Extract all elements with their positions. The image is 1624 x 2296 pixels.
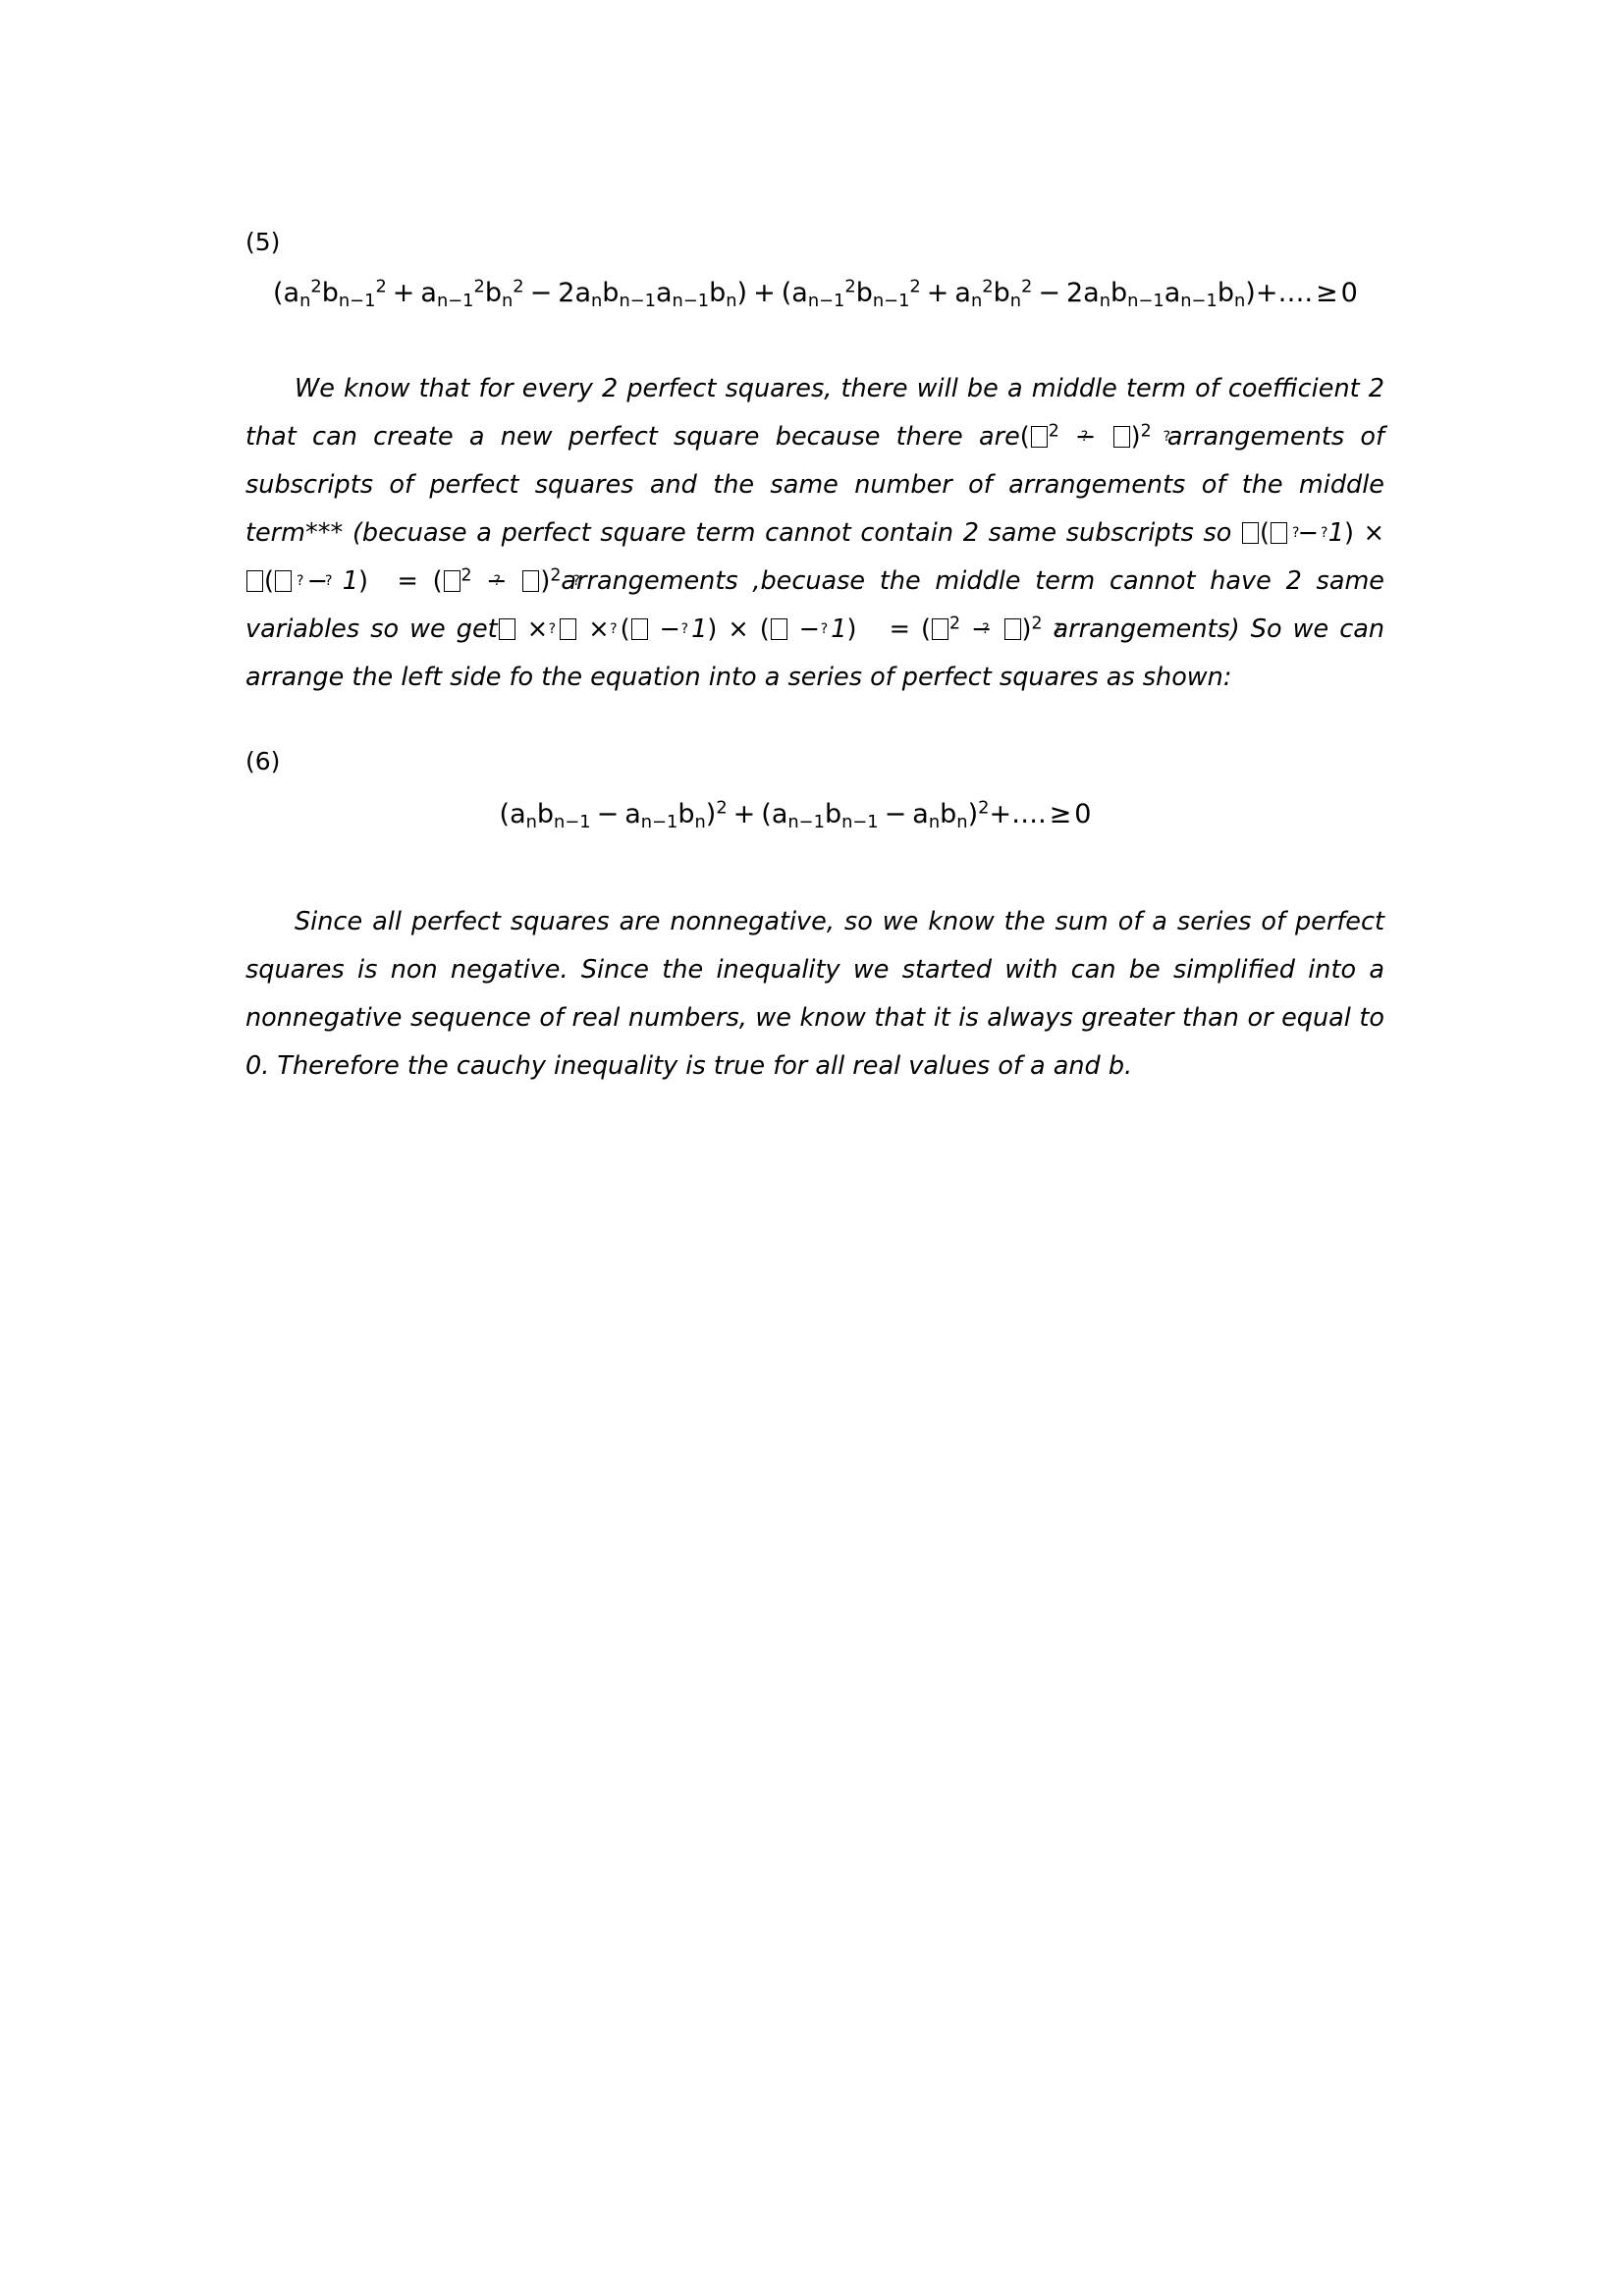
spacer-after-equation-6 <box>245 841 1384 898</box>
missing-glyph-icon <box>1004 618 1021 640</box>
eq6-term-b-n: b <box>677 799 695 829</box>
minus-sign-icon: − <box>486 566 508 596</box>
missing-glyph-icon <box>560 618 576 640</box>
eq6-minus-2: − <box>884 799 907 829</box>
eq5-term-a-nm1-2: a <box>656 278 673 308</box>
eq5-plus-1: + <box>392 278 415 308</box>
eq5-open-paren-1: ( <box>273 278 284 308</box>
numeral-one: 1 <box>831 614 847 644</box>
equals-sign-icon: = <box>889 614 910 644</box>
paragraph-1-segment-4: arrangements) So we can arrange the left side fo the equation into a series of perfect squares as shown: <box>245 614 1385 692</box>
paragraph-1-segment-1: We know that for every 2 perfect squares, there will be a middle term of coefficient 2 that can create a new perfect square because there are <box>245 374 1384 452</box>
eq5-sub-16: n <box>1233 290 1246 311</box>
exponent-two: 2 <box>948 614 961 634</box>
close-paren-icon: ) <box>540 566 551 596</box>
eq5-sub-11: n <box>970 290 983 311</box>
eq6-sub-4: n <box>694 811 706 832</box>
missing-glyph-icon <box>1271 522 1287 544</box>
equation-5 <box>245 267 1384 320</box>
eq5-coefficient-2: 2 <box>1065 278 1084 308</box>
eq5-sup-3: 2 <box>473 276 485 297</box>
eq6-plus-1: + <box>732 799 756 829</box>
eq5-sup-10: 2 <box>909 276 921 297</box>
eq6-relation-gte: ≥ <box>1049 799 1072 829</box>
eq6-sup-square-2: 2 <box>978 797 990 819</box>
eq5-term-a-nm1: a <box>420 278 437 308</box>
eq6-open-paren-1: ( <box>499 799 511 829</box>
eq5-term-a-n-2: a <box>574 278 591 308</box>
paragraph-1-segment-2: arrangements of subscripts of perfect squares and the same number of arrangements of the middle term*** (becuase a perfect square term cannot contain 2 same subscripts so <box>245 422 1384 548</box>
missing-glyph-icon <box>444 570 460 592</box>
minus-sign-icon: − <box>659 614 681 644</box>
close-paren-icon: ) <box>1130 422 1141 452</box>
eq5-close-paren-2: ) <box>1245 278 1256 308</box>
eq5-sub-1: n <box>299 290 311 311</box>
exponent-two: 2 <box>1048 421 1059 442</box>
eq5-sub-5: n <box>591 290 603 311</box>
eq5-sup-9: 2 <box>844 276 856 297</box>
eq6-sub-8: n <box>956 811 968 832</box>
eq6-sub-2: n−1 <box>554 811 591 832</box>
open-paren-icon: ( <box>432 566 443 596</box>
eq6-term-b-nm1: b <box>536 799 555 829</box>
eq5-sub-15: n−1 <box>1180 290 1218 311</box>
eq6-sub-5: n−1 <box>787 811 825 832</box>
times-sign-icon: × <box>728 614 749 644</box>
eq5-ellipsis: …. <box>1277 278 1314 308</box>
times-sign-icon: × <box>1363 518 1385 548</box>
eq5-term-b-nm1-3: b <box>855 278 873 308</box>
missing-glyph-icon <box>499 618 515 640</box>
eq5-coefficient-1: 2 <box>558 278 575 308</box>
missing-glyph-icon <box>932 618 948 640</box>
numeral-one: 1 <box>1327 518 1344 548</box>
spacer-after-equation-5 <box>245 320 1384 365</box>
eq6-term-a-n-2: a <box>912 799 929 829</box>
eq5-term-b-nm1-2: b <box>602 278 620 308</box>
eq5-minus-1: − <box>529 278 553 308</box>
eq5-sub-9: n−1 <box>807 290 845 311</box>
eq5-term-b-n-2: b <box>709 278 727 308</box>
exponent-two: 2 <box>1140 421 1152 442</box>
eq5-sub-6: n−1 <box>619 290 656 311</box>
eq5-sup-1: 2 <box>310 276 322 297</box>
open-paren-icon: ( <box>264 566 274 596</box>
eq5-open-paren-2: ( <box>781 278 792 308</box>
exponent-two: 2 <box>460 565 472 586</box>
missing-glyph-icon <box>1113 426 1130 448</box>
minus-sign-icon: − <box>798 614 821 644</box>
eq5-term-b-n: b <box>484 278 502 308</box>
eq5-sub-8: n <box>726 290 737 311</box>
eq6-minus-1: − <box>596 799 620 829</box>
eq5-sup-11: 2 <box>982 276 994 297</box>
eq6-sub-6: n−1 <box>841 811 879 832</box>
eq6-ellipsis: …. <box>1011 799 1047 829</box>
eq6-term-b-n-2: b <box>940 799 957 829</box>
eq5-term-a-n: a <box>283 278 300 308</box>
eq5-term-b-nm1: b <box>321 278 339 308</box>
equals-sign-icon: = <box>397 566 418 596</box>
eq5-term-b-nm1-4: b <box>1110 278 1128 308</box>
equation-label-5: (5) <box>245 228 281 256</box>
eq5-plus-2: + <box>753 278 776 308</box>
open-paren-icon: ( <box>759 614 770 644</box>
eq6-sub-1: n <box>525 811 537 832</box>
minus-sign-icon: − <box>1297 518 1320 548</box>
times-sign-icon: × <box>526 614 549 644</box>
missing-glyph-icon <box>1242 522 1259 544</box>
exponent-two: 2 <box>1031 614 1043 634</box>
minus-sign-icon: − <box>306 566 329 596</box>
eq5-term-a-n-3: a <box>954 278 971 308</box>
exponent-two: 2 <box>550 565 562 586</box>
missing-glyph-icon <box>771 618 787 640</box>
eq5-plus-3: + <box>926 278 949 308</box>
eq5-term-b-n-3: b <box>993 278 1010 308</box>
eq5-close-paren-1: ) <box>736 278 748 308</box>
paragraph-conclusion: Since all perfect squares are nonnegative, so we know the sum of a series of perfect squares is non negative. Since the inequality we started with can be simplified into a nonnegative sequence of real numbers, we know that it is always greater than or equal to 0. Therefore the cauchy inequality is true for all real values of a and b. <box>245 907 1384 1081</box>
eq6-open-paren-2: ( <box>761 799 772 829</box>
eq5-sub-13: n <box>1099 290 1111 311</box>
eq6-sup-square-1: 2 <box>716 797 728 819</box>
eq6-sub-7: n <box>928 811 941 832</box>
missing-glyph-icon <box>631 618 648 640</box>
missing-glyph-icon <box>522 570 539 592</box>
eq5-rhs-zero: 0 <box>1340 278 1358 308</box>
close-paren-icon: ) <box>846 614 857 644</box>
eq5-sub-3: n−1 <box>436 290 474 311</box>
eq5-sup-4: 2 <box>513 276 524 297</box>
eq6-close-paren-2: ) <box>967 799 979 829</box>
times-sign-icon: × <box>588 614 610 644</box>
missing-glyph-icon <box>246 570 263 592</box>
eq5-term-a-n-4: a <box>1083 278 1100 308</box>
numeral-one: 1 <box>342 566 359 596</box>
spacer-before-equation-6 <box>245 702 1384 745</box>
equation-label-6: (6) <box>245 747 281 775</box>
eq5-sub-14: n−1 <box>1127 290 1164 311</box>
eq6-tail-plus: + <box>989 799 1012 829</box>
open-paren-icon: ( <box>1019 422 1030 452</box>
open-paren-icon: ( <box>620 614 630 644</box>
open-paren-icon: ( <box>1260 518 1270 548</box>
close-paren-icon: ) <box>1021 614 1032 644</box>
eq5-tail-plus: + <box>1255 278 1278 308</box>
paragraph-1-segment-3: arrangements ,becuase the middle term cannot have 2 same variables so we get <box>245 566 1384 644</box>
eq5-term-a-nm1-3: a <box>791 278 808 308</box>
close-paren-icon: ) <box>707 614 718 644</box>
eq5-sub-10: n−1 <box>872 290 910 311</box>
close-paren-icon: ) <box>1344 518 1354 548</box>
eq5-sub-7: n−1 <box>672 290 710 311</box>
missing-glyph-icon <box>275 570 292 592</box>
eq5-sup-2: 2 <box>375 276 387 297</box>
minus-sign-icon: − <box>971 614 993 644</box>
eq5-sub-4: n <box>502 290 514 311</box>
equation-6 <box>245 788 1384 841</box>
eq6-term-a-n: a <box>510 799 526 829</box>
eq6-term-b-nm1-2: b <box>824 799 842 829</box>
eq5-sup-12: 2 <box>1021 276 1033 297</box>
inline-math-1 <box>1020 422 1152 452</box>
close-paren-icon: ) <box>358 566 368 596</box>
eq5-term-b-n-4: b <box>1217 278 1234 308</box>
eq6-rhs-zero: 0 <box>1074 799 1092 829</box>
eq6-term-a-nm1-2: a <box>771 799 788 829</box>
eq5-minus-2: − <box>1038 278 1060 308</box>
eq6-term-a-nm1: a <box>624 799 641 829</box>
eq6-sub-3: n−1 <box>640 811 678 832</box>
numeral-one: 1 <box>691 614 708 644</box>
eq5-term-a-nm1-4: a <box>1164 278 1181 308</box>
eq5-relation-gte: ≥ <box>1316 278 1338 308</box>
open-paren-icon: ( <box>921 614 931 644</box>
paragraph-explanation <box>245 365 1384 702</box>
inline-math-3 <box>498 614 1043 644</box>
eq6-close-paren-1: ) <box>705 799 717 829</box>
eq5-sub-2: n−1 <box>338 290 376 311</box>
missing-glyph-icon <box>1031 426 1048 448</box>
eq5-sub-12: n <box>1009 290 1022 311</box>
minus-sign-icon: − <box>1075 422 1097 452</box>
